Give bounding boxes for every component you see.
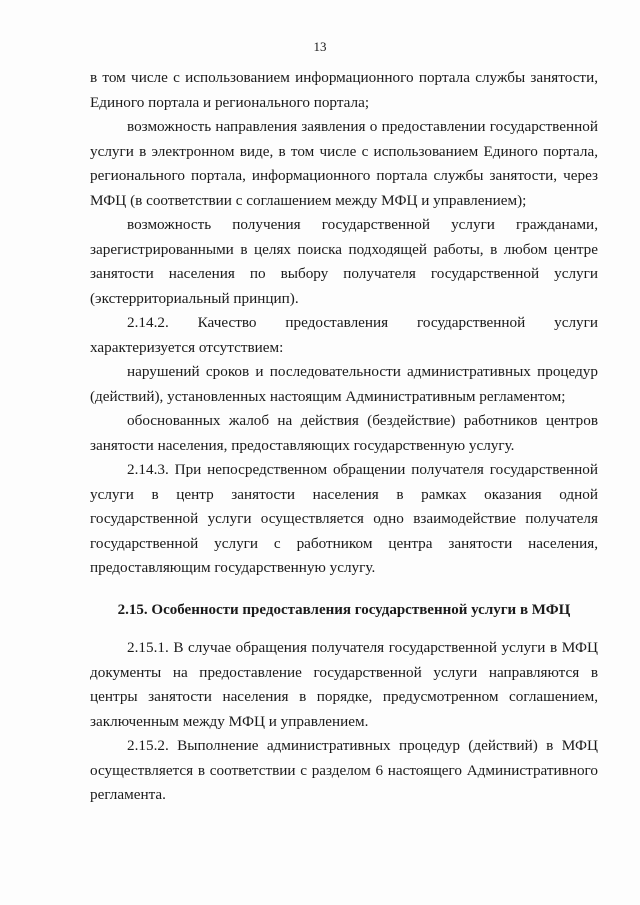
paragraph: 2.15.1. В случае обращения получателя государственной услуги в МФЦ документы на предоставление государственной услуги направляются в центры занятости населения в порядке, предусмотренном соглашением, заключенным между МФЦ и управлением. xyxy=(90,639,598,730)
section-heading: 2.15. Особенности предоставления государственной услуги в МФЦ xyxy=(117,601,571,618)
paragraph: 2.14.3. При непосредственном обращении получателя государственной услуги в центр занятости населения в рамках оказания одной государственной услуги осуществляется одно взаимодействие получателя государственной услуги с работником центра занятости населения, предоставляющим государственную услугу. xyxy=(90,461,598,576)
document-body xyxy=(90,66,598,808)
paragraph: 2.14.2. Качество предоставления государственной услуги характеризуется отсутствием: xyxy=(90,314,598,356)
paragraph: 2.15.2. Выполнение административных процедур (действий) в МФЦ осуществляется в соответствии с разделом 6 настоящего Административного регламента. xyxy=(90,737,598,803)
paragraph: обоснованных жалоб на действия (бездействие) работников центров занятости населения, предоставляющих государственную услугу. xyxy=(90,412,598,454)
paragraph: в том числе с использованием информационного портала службы занятости, Единого портала и регионального портала; xyxy=(90,69,598,111)
page-number: 13 xyxy=(313,39,327,54)
paragraph: нарушений сроков и последовательности административных процедур (действий), установленных настоящим Административным регламентом; xyxy=(90,363,598,405)
paragraph: возможность получения государственной услуги гражданами, зарегистрированными в целях поиска подходящей работы, в любом центре занятости населения по выбору получателя государственной услуги (экстерриториальный принцип). xyxy=(90,216,598,307)
paragraph: возможность направления заявления о предоставлении государственной услуги в электронном виде, в том числе с использованием Единого портала, регионального портала, информационного портала службы занятости, через МФЦ (в соответствии с соглашением между МФЦ и управлением); xyxy=(90,118,598,209)
